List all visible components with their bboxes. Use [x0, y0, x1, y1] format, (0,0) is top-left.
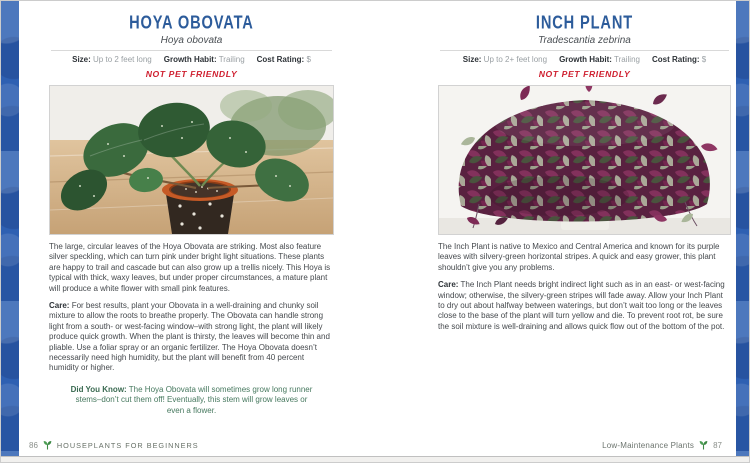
divider [51, 50, 332, 51]
right-page [438, 11, 731, 332]
cost-stat: Cost Rating: $ [651, 55, 707, 64]
left-page [49, 11, 334, 416]
left-edge-leaf-band [1, 1, 19, 456]
page-bottom-edge [1, 456, 749, 462]
seedling-icon [43, 440, 52, 450]
did-you-know-note: Did You Know: The Hoya Obovata will sometimes grow long runner stems–don’t cut them off! Eventually, this stem will grow leaves or even a flower. [70, 384, 313, 415]
page-title: INCH PLANT [535, 12, 634, 33]
pet-warning: NOT PET FRIENDLY [538, 69, 631, 79]
growth-stat: Growth Habit: Trailing [559, 55, 640, 64]
page-number: 87 [713, 440, 722, 450]
species-name: Hoya obovata [160, 35, 223, 46]
book-title-footer: HOUSEPLANTS FOR BEGINNERS [56, 440, 199, 450]
care-paragraph: Care: The Inch Plant needs bright indirect light such as in an east- or west-facing window; otherwise, the silvery-green stripes will fade away. Allow your Inch Plant to dry out about halfway between waterings, but don’t wait too long or the leaves close to the base of the plant will turn yellow and die. To prevent root rot, be sure the soil mixture is well-draining and allows quick flow out of the bottom of the pot. [438, 280, 725, 331]
size-stat: Size: Up to 2 feet long [72, 55, 152, 64]
cost-stat: Cost Rating: $ [256, 55, 311, 64]
growth-stat: Growth Habit: Trailing [163, 55, 245, 64]
care-paragraph: Care: For best results, plant your Obovata in a well-draining and chunky soil mixture to allow the roots to breathe properly. The Obovata can handle strong light from a south- or west-facing window–with strong light, the plant will likely produce quick growth. When the plant is thirsty, the leaves will become thin and pliable. Use a foliar spray or an organic fertilizer. The Hoya Obovata doesn’t necessarily need high humidity, but the plant will benefit from 40 percent humidity or higher. [49, 301, 330, 373]
pet-warning: NOT PET FRIENDLY [145, 69, 238, 79]
size-stat: Size: Up to 2+ feet long [462, 55, 548, 64]
divider [440, 50, 729, 51]
species-name: Tradescantia zebrina [538, 35, 631, 46]
chapter-title-footer: Low-Maintenance Plants [602, 440, 695, 450]
left-page-footer [29, 440, 199, 450]
intro-paragraph: The large, circular leaves of the Hoya Obovata are striking. Most also feature silver speckling, which can turn pink under bright light situations. These plants are happy to trail and cascade but can also grow up a trellis nicely. This Hoya is typical with thick, waxy leaves, but under proper circumstances, a mature plant will produce a white flower with small pink features. [49, 242, 331, 293]
inch-plant-photo [438, 85, 731, 235]
page-title: HOYA OBOVATA [129, 12, 254, 33]
intro-paragraph: The Inch Plant is native to Mexico and Central America and known for its purple leaves with silvery-green horizontal stripes. A quick and easy grower, this plant shouldn’t give you any problems. [438, 242, 720, 272]
right-edge-leaf-band [736, 1, 749, 456]
page-number: 86 [29, 440, 38, 450]
stats-row [49, 55, 334, 64]
hoya-obovata-photo [49, 85, 334, 235]
stats-row [438, 55, 731, 64]
right-page-footer [602, 440, 722, 450]
seedling-icon [699, 440, 708, 450]
